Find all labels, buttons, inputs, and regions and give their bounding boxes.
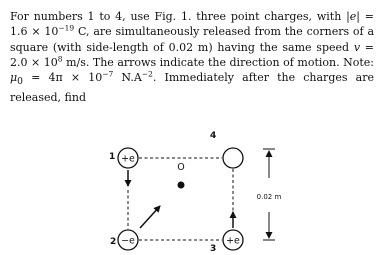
exponent: 8 (57, 54, 63, 64)
corner-1-number: 1 (109, 152, 116, 162)
mu-subscript: 0 (17, 76, 23, 88)
charge-2-label: −e (121, 235, 135, 247)
center-point (178, 182, 185, 189)
empty-corner-4-circle (223, 148, 243, 168)
problem-text: = 4π × 10 (22, 71, 103, 85)
corner-2-number: 2 (110, 237, 117, 247)
exponent: −7 (102, 69, 114, 79)
corner-3-number: 3 (210, 244, 217, 254)
abs-e-symbol: |e| (346, 10, 360, 23)
problem-text: m/s. The arrows indicate the direction of motion. Note: (62, 55, 374, 69)
exponent: −19 (58, 23, 75, 33)
v-symbol: v (353, 40, 361, 54)
center-label: O (177, 162, 185, 173)
problem-text: = 2.0 × 10 (10, 40, 375, 69)
corner-4-number: 4 (210, 131, 217, 141)
mu-symbol: μ (10, 71, 18, 85)
side-length-label: 0.02 m (256, 193, 282, 201)
problem-text: C, are simultaneously released from the corners of a square (with side-length of 0.02 m) having the same speed (10, 25, 374, 54)
exponent: −2 (141, 69, 153, 79)
problem-text: = 1.6 × 10 (10, 10, 375, 39)
problem-text: N.A (113, 71, 142, 85)
problem-text: . Immediately after the charges are released, find (10, 71, 374, 104)
charge-1-label: +e (121, 153, 135, 165)
charge-3-label: +e (226, 235, 240, 247)
problem-text: For numbers 1 to 4, use Fig. 1. three point charges, with (10, 10, 347, 23)
charge-2-velocity-arrow (140, 206, 160, 228)
